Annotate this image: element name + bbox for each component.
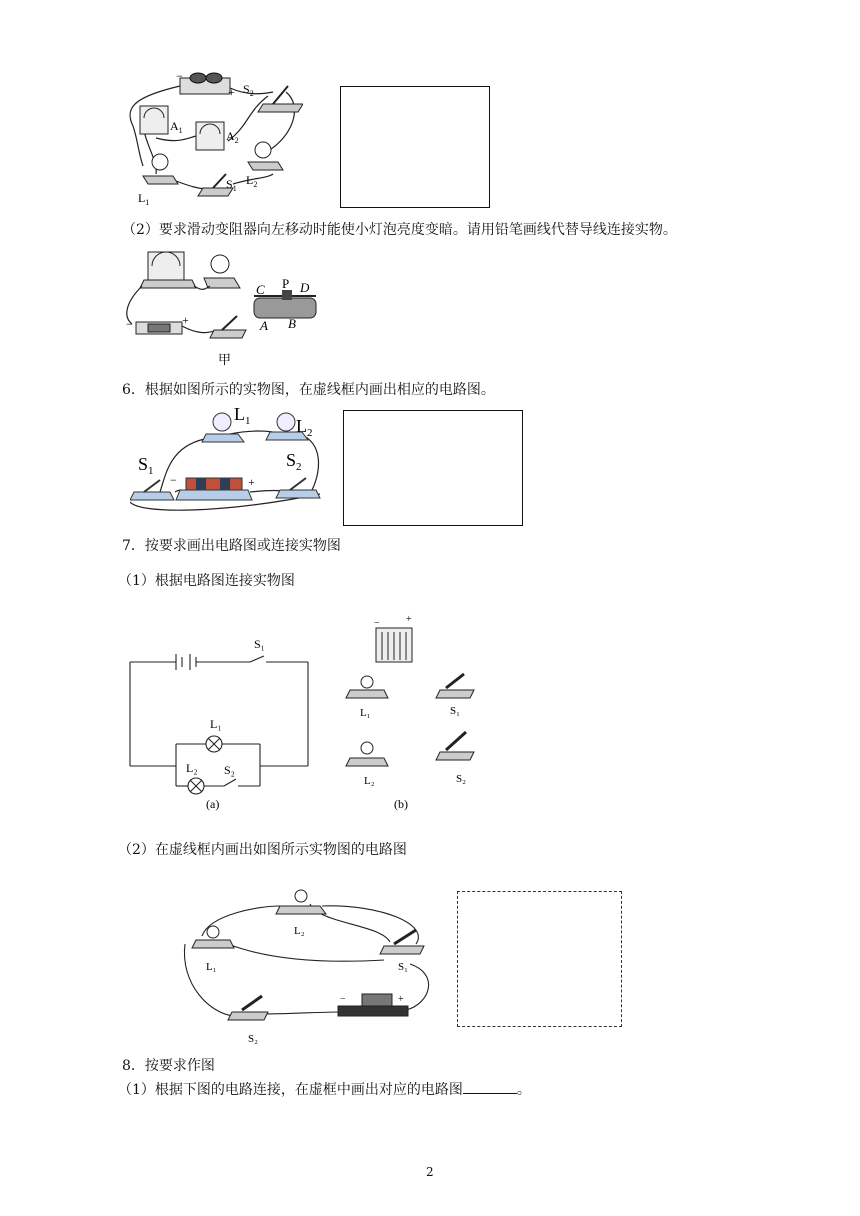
- q5-rheo-plus: +: [182, 313, 189, 327]
- q5-battery-minus: −: [176, 69, 183, 83]
- q7b-battery-minus: −: [374, 618, 380, 629]
- q8-title: 8．按要求作图: [122, 1058, 215, 1074]
- q5-rheo-a: A: [260, 318, 268, 333]
- q7b-s1-label: S₁: [450, 705, 460, 717]
- q8-part1-prefix: （1）根据下图的电路连接，在虚框中画出对应的电路图: [118, 1082, 463, 1098]
- q5-answer-box[interactable]: [340, 86, 490, 208]
- q7-part2: （2）在虚线框内画出如图所示实物图的电路图: [118, 842, 407, 858]
- q8-part1: [118, 1079, 531, 1099]
- q7-part2-circuit-figure: [180, 884, 440, 1046]
- q7-part1: （1）根据电路图连接实物图: [118, 573, 295, 589]
- q7a-l2-label: L₂: [186, 761, 198, 775]
- q7p2-l2-label: L₂: [294, 925, 305, 937]
- q5-l2-label: $L_2$: [246, 173, 258, 189]
- q5-a1-label: $A_1$: [170, 119, 183, 135]
- page-number: 2: [426, 1165, 434, 1179]
- q6-s2-label: $S_2$: [286, 450, 302, 473]
- q7b-battery-plus: +: [406, 614, 412, 625]
- q7a-s2-label: S₂: [224, 763, 235, 777]
- q7a-s1-label: S₁: [254, 637, 265, 651]
- q7a-l1-label: L₁: [210, 717, 222, 731]
- q8-answer-blank[interactable]: [463, 1079, 517, 1094]
- q7p2-battery-plus: +: [398, 994, 404, 1005]
- q6-answer-box[interactable]: [343, 410, 523, 526]
- q5-rheo-d: D: [300, 280, 310, 295]
- q7-part2-answer-box[interactable]: [457, 891, 622, 1027]
- q5-part2-text: （2）要求滑动变阻器向左移动时能使小灯泡亮度变暗。请用铅笔画线代替导线连接实物。: [122, 222, 677, 238]
- q7b-l1-label: L₁: [360, 707, 371, 719]
- q5-s1-label: $S_1$: [226, 177, 237, 193]
- q7b-s2-label: S₂: [456, 773, 466, 785]
- q5-l1-label: $L_1$: [138, 191, 150, 206]
- q7p2-l1-label: L₁: [206, 961, 217, 973]
- q8-part1-suffix: 。: [516, 1082, 531, 1098]
- q7-title: 7．按要求画出电路图或连接实物图: [122, 538, 341, 554]
- q5-s2-label: $S_2$: [243, 82, 254, 98]
- q5-rheostat-figure: [122, 246, 322, 368]
- q5-rheo-caption: 甲: [218, 352, 232, 367]
- q5-rheo-c: C: [256, 282, 265, 297]
- q6-s1-label: $S_1$: [138, 454, 154, 477]
- q5-rheo-minus: −: [126, 317, 133, 331]
- q5-battery-plus: +: [228, 85, 235, 99]
- q7a-caption: (a): [206, 797, 220, 811]
- q6-battery-plus: +: [248, 475, 255, 489]
- q7p2-battery-minus: −: [340, 994, 346, 1005]
- q7b-caption: (b): [394, 797, 408, 811]
- q7p2-s2-label: S₂: [248, 1033, 258, 1045]
- q5-rheo-b: B: [288, 316, 296, 331]
- q7p2-s1-label: S₁: [398, 961, 408, 973]
- q6-circuit-figure: [130, 404, 330, 516]
- q6-battery-minus: −: [170, 473, 177, 487]
- q7-components-figure-b: [340, 612, 490, 812]
- q6-text: 6．根据如图所示的实物图，在虚线框内画出相应的电路图。: [122, 382, 495, 398]
- q6-l1-label: $L_1$: [234, 404, 251, 427]
- q6-l2-label: $L_2$: [296, 416, 313, 439]
- q7b-l2-label: L₂: [364, 775, 375, 787]
- q5-circuit-figure-1: [118, 66, 303, 206]
- q5-a2-label: $A_2$: [226, 129, 239, 145]
- q5-rheo-p: P: [282, 276, 290, 291]
- q7-circuit-diagram-a: [126, 632, 312, 812]
